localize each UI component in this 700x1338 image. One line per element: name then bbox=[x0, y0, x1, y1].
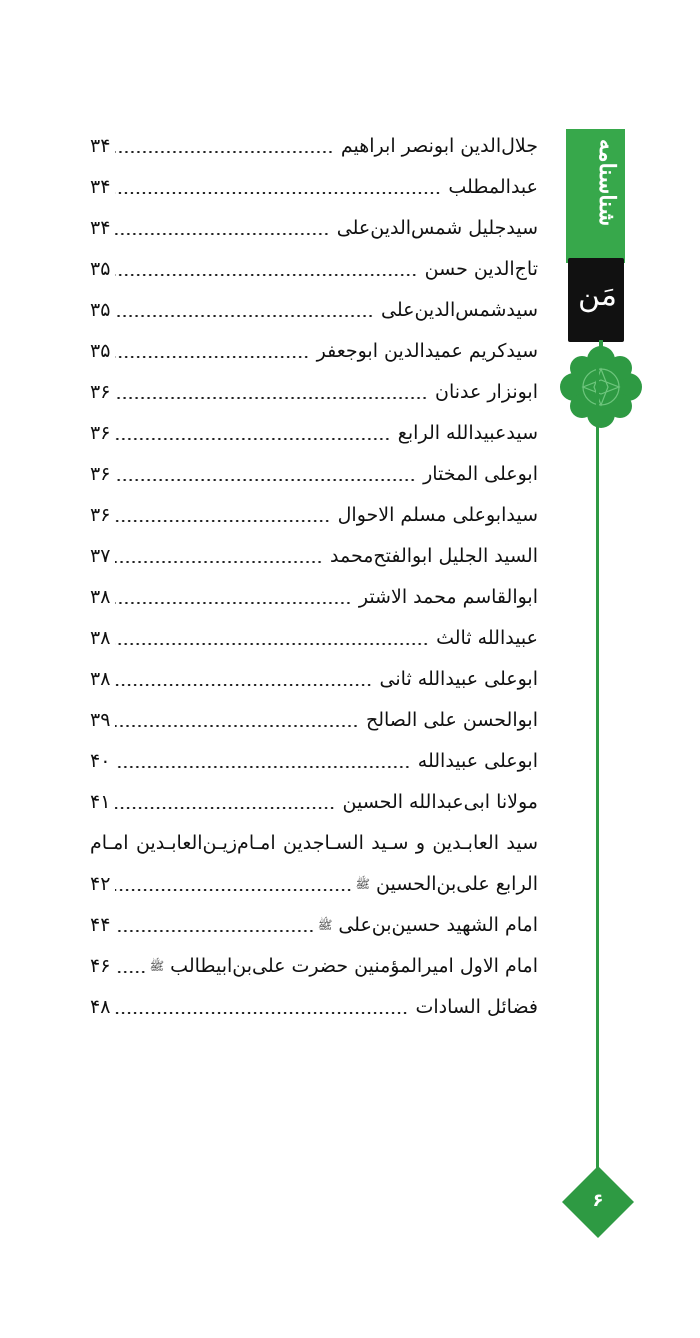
toc-entry-line bbox=[90, 331, 538, 372]
toc-entry-title: عبیدالله ثالث bbox=[436, 627, 538, 649]
toc-entry-page: ۴۴ bbox=[90, 914, 111, 936]
toc-entry-title: امام الاول امیرالمؤمنین حضرت علی‌بن‌ابیطالب bbox=[170, 955, 538, 977]
toc-entry-page: ۴۰ bbox=[90, 750, 111, 772]
toc-entry-title: عبدالمطلب bbox=[448, 176, 538, 198]
toc-entry-title: ابوعلی عبیدالله ثانی bbox=[379, 668, 538, 690]
dot-leader bbox=[115, 889, 352, 891]
toc-entry-page: ۳۴ bbox=[90, 217, 111, 239]
toc-entry bbox=[90, 987, 538, 1028]
toc-entry bbox=[90, 864, 538, 905]
honorific-icon: ﷺ bbox=[317, 918, 333, 932]
toc-entry-title: ابوالقاسم محمد الاشتر bbox=[358, 586, 538, 608]
toc-entry-title: سیدعبیدالله الرابع bbox=[397, 422, 538, 444]
dot-leader bbox=[115, 807, 335, 809]
toc-entry-page: ۳۵ bbox=[90, 340, 111, 362]
dot-leader bbox=[115, 438, 390, 440]
toc-entry bbox=[90, 782, 538, 823]
toc-entry-page: ۳۸ bbox=[90, 668, 111, 690]
toc-entry-title: ابوعلی المختار bbox=[423, 463, 538, 485]
toc-entry bbox=[90, 700, 538, 741]
page-number-holder bbox=[560, 1164, 636, 1240]
toc-entry-line bbox=[90, 372, 538, 413]
toc-entry-line bbox=[90, 741, 538, 782]
dot-leader bbox=[115, 315, 374, 317]
toc-entry-page: ۳۴ bbox=[90, 176, 111, 198]
toc-entry-line bbox=[90, 413, 538, 454]
toc-entry-title: الرابع علی‌بن‌الحسین bbox=[376, 873, 538, 895]
toc-entry-line bbox=[90, 659, 538, 700]
dot-leader bbox=[115, 192, 441, 194]
toc-entry bbox=[90, 741, 538, 782]
toc-entry-page: ۴۸ bbox=[90, 996, 111, 1018]
toc-entry-title: سیدابوعلی مسلم الاحوال bbox=[337, 504, 538, 526]
dot-leader bbox=[115, 725, 359, 727]
toc-entry-title: امام الشهید حسین‌بن‌علی bbox=[338, 914, 538, 936]
toc-entry bbox=[90, 413, 538, 454]
toc-entry-page: ۴۱ bbox=[90, 791, 111, 813]
series-title-banner bbox=[566, 129, 625, 263]
logo-text: مَن bbox=[578, 278, 617, 313]
toc-entry-page: ۳۸ bbox=[90, 586, 111, 608]
toc-entry-page: ۳۸ bbox=[90, 627, 111, 649]
toc-entry-line bbox=[90, 700, 538, 741]
toc-entry bbox=[90, 495, 538, 536]
toc-entry-line bbox=[90, 946, 538, 987]
toc-entry bbox=[90, 290, 538, 331]
toc-entry bbox=[90, 577, 538, 618]
toc-wrapped-entry-text: سید العابـدین و سـید السـاجدین امـام‌زیـن‌العابـدین امـام bbox=[90, 832, 538, 854]
toc-entry-title: سیدکریم عمیدالدین ابوجعفر bbox=[316, 340, 538, 362]
toc-entry-title: ابونزار عدنان bbox=[435, 381, 538, 403]
toc-entry-page: ۴۶ bbox=[90, 955, 111, 977]
toc-entry-line bbox=[90, 249, 538, 290]
dot-leader bbox=[115, 930, 314, 932]
toc-entry bbox=[90, 372, 538, 413]
toc-entry-page: ۳۶ bbox=[90, 504, 111, 526]
toc-entry-page: ۳۶ bbox=[90, 463, 111, 485]
toc-entry-line bbox=[90, 905, 538, 946]
toc-entry-line bbox=[90, 454, 538, 495]
toc-entry bbox=[90, 659, 538, 700]
toc-entry-title: سیدجلیل شمس‌الدین‌علی bbox=[336, 217, 538, 239]
toc-entry bbox=[90, 126, 538, 167]
dot-leader bbox=[115, 397, 428, 399]
logo bbox=[568, 258, 624, 342]
series-title: شناسنامه bbox=[594, 139, 620, 227]
toc-entry bbox=[90, 167, 538, 208]
toc-entry bbox=[90, 454, 538, 495]
toc-entry-page: ۳۹ bbox=[90, 709, 111, 731]
dot-leader bbox=[115, 1012, 408, 1014]
toc-entry-page: ۳۴ bbox=[90, 135, 111, 157]
toc-entry-line bbox=[90, 782, 538, 823]
dot-leader bbox=[115, 766, 410, 768]
toc-entry-page: ۳۶ bbox=[90, 422, 111, 444]
toc-entry-line bbox=[90, 987, 538, 1028]
dot-leader bbox=[115, 971, 146, 973]
toc-entry bbox=[90, 536, 538, 577]
dot-leader bbox=[115, 356, 309, 358]
toc-entry-page: ۳۵ bbox=[90, 299, 111, 321]
dot-leader bbox=[115, 233, 329, 235]
toc-entry-title: ابوالحسن علی الصالح bbox=[365, 709, 538, 731]
dot-leader bbox=[115, 479, 416, 481]
toc-entry-title: تاج‌الدین حسن bbox=[424, 258, 538, 280]
toc-entry bbox=[90, 208, 538, 249]
toc-entry-line bbox=[90, 290, 538, 331]
honorific-icon: ﷺ bbox=[355, 877, 371, 891]
toc-entry-page: ۳۵ bbox=[90, 258, 111, 280]
toc-entry bbox=[90, 249, 538, 290]
toc-entry-title: السید الجلیل ابوالفتح‌محمد bbox=[329, 545, 538, 567]
ornament-medallion-icon bbox=[556, 340, 646, 434]
table-of-contents bbox=[90, 126, 538, 1028]
dot-leader bbox=[115, 684, 372, 686]
toc-entry-line bbox=[90, 536, 538, 577]
dot-leader bbox=[115, 274, 417, 276]
toc-entry-line bbox=[90, 495, 538, 536]
toc-entry-line bbox=[90, 577, 538, 618]
toc-wrapped-entry-line bbox=[90, 823, 538, 864]
toc-entry-page: ۳۷ bbox=[90, 545, 111, 567]
toc-entry-title: فضائل السادات bbox=[415, 996, 538, 1018]
dot-leader bbox=[115, 561, 323, 563]
toc-entry bbox=[90, 905, 538, 946]
toc-entry bbox=[90, 618, 538, 659]
toc-entry-title: جلال‌الدین ابونصر ابراهیم bbox=[340, 135, 538, 157]
toc-entry-line bbox=[90, 167, 538, 208]
toc-entry-title: سیدشمس‌الدین‌علی bbox=[380, 299, 538, 321]
toc-entry bbox=[90, 946, 538, 987]
dot-leader bbox=[115, 602, 351, 604]
honorific-icon: ﷺ bbox=[149, 959, 165, 973]
toc-entry-page: ۳۶ bbox=[90, 381, 111, 403]
toc-entry-title: مولانا ابی‌عبدالله الحسین bbox=[342, 791, 538, 813]
toc-entry bbox=[90, 331, 538, 372]
toc-entry-line bbox=[90, 864, 538, 905]
decorative-vertical-line bbox=[596, 360, 599, 1180]
toc-entry-page: ۴۲ bbox=[90, 873, 111, 895]
dot-leader bbox=[115, 520, 330, 522]
dot-leader bbox=[115, 151, 333, 153]
toc-entry-line bbox=[90, 126, 538, 167]
toc-entry-title: ابوعلی عبیدالله bbox=[417, 750, 538, 772]
dot-leader bbox=[115, 643, 429, 645]
toc-entry-line bbox=[90, 208, 538, 249]
page-number: ۶ bbox=[592, 1190, 604, 1211]
toc-entry-line bbox=[90, 618, 538, 659]
